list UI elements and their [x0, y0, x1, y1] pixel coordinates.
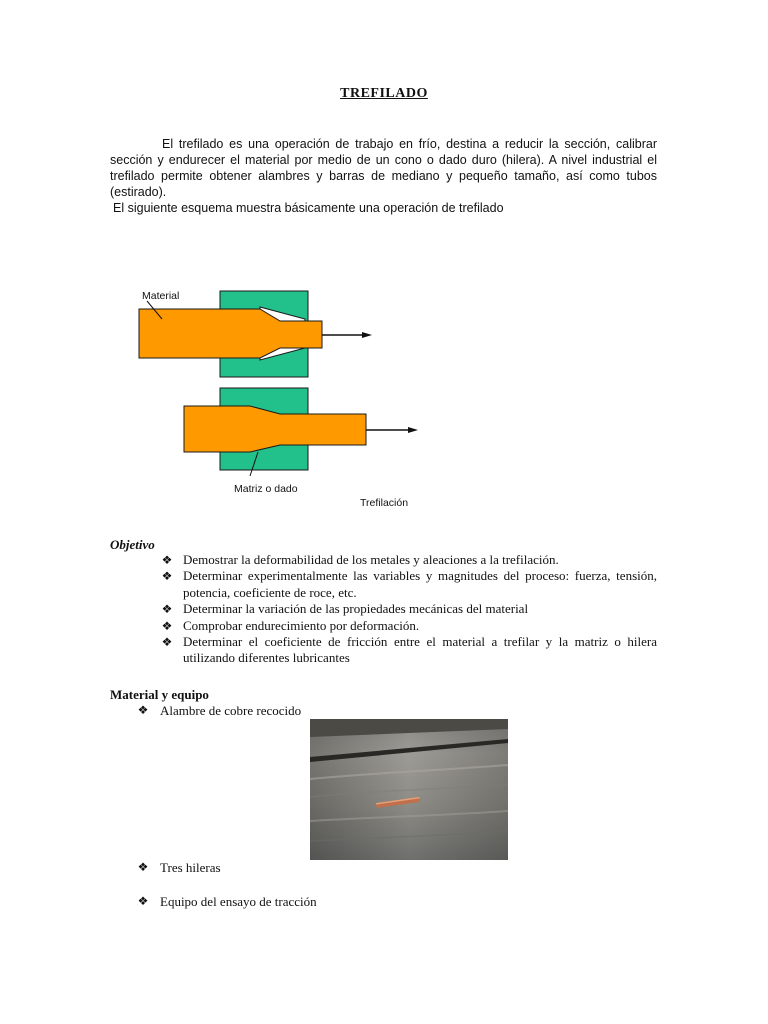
- list-item-text: Comprobar endurecimiento por deformación.: [183, 617, 420, 633]
- label-matrix: Matriz o dado: [234, 483, 298, 495]
- list-item-text: Determinar el coeficiente de fricción entre el material a trefilar y la matriz o hilera utilizando diferentes lubricantes: [183, 634, 657, 666]
- diamond-bullet-icon: ❖: [137, 703, 149, 717]
- page-title: TREFILADO: [340, 86, 428, 101]
- diamond-bullet-icon: ❖: [161, 635, 173, 650]
- objetivo-list: [160, 552, 657, 667]
- drawing-diagram: [130, 280, 430, 516]
- material-bottom: [184, 406, 366, 452]
- intro-text: [110, 136, 657, 216]
- material-item-text: Equipo del ensayo de tracción: [160, 894, 317, 909]
- material-equipo-heading: Material y equipo: [110, 687, 209, 702]
- list-item: [160, 634, 657, 667]
- label-material: Material: [142, 290, 180, 302]
- diamond-bullet-icon: ❖: [161, 602, 173, 617]
- material-item-wire: [136, 703, 301, 719]
- list-item-text: Determinar la variación de las propiedades mecánicas del material: [183, 601, 529, 617]
- list-item: [160, 568, 657, 601]
- objetivo-heading: Objetivo: [110, 537, 155, 552]
- diamond-bullet-icon: ❖: [137, 894, 149, 908]
- intro-second-line: El siguiente esquema muestra básicamente una operación de trefilado: [113, 201, 504, 215]
- copper-wire-photo: [310, 719, 508, 860]
- intro-paragraph: El trefilado es una operación de trabajo en frío, destina a reducir la sección, calibrar sección y endurecer el material por medio de un cono o dado duro (hilera). A nivel industrial el trefilado permite obtener alambres y barras de mediano y pequeño tamaño, así como tubos (estirado).: [110, 137, 657, 199]
- material-item-text: Tres hileras: [160, 860, 221, 875]
- list-item: [160, 601, 657, 617]
- list-item-text: Demostrar la deformabilidad de los metales y aleaciones a la trefilación.: [183, 552, 559, 567]
- diamond-bullet-icon: ❖: [161, 569, 173, 584]
- material-item-text: Alambre de cobre recocido: [160, 703, 302, 718]
- material-item-dies: [136, 860, 221, 876]
- diamond-bullet-icon: ❖: [161, 553, 173, 567]
- arrowhead-bottom: [408, 427, 418, 433]
- arrowhead-top: [362, 332, 372, 338]
- label-caption: Trefilación: [360, 497, 409, 509]
- list-item-text: Determinar experimentalmente las variables y magnitudes del proceso: fuerza, tensión, potencia, coeficiente de roce, etc.: [183, 568, 657, 600]
- diamond-bullet-icon: ❖: [137, 860, 149, 874]
- list-item: [160, 552, 657, 568]
- material-item-tensile: [136, 894, 317, 910]
- list-item: [160, 618, 657, 634]
- diamond-bullet-icon: ❖: [161, 618, 173, 633]
